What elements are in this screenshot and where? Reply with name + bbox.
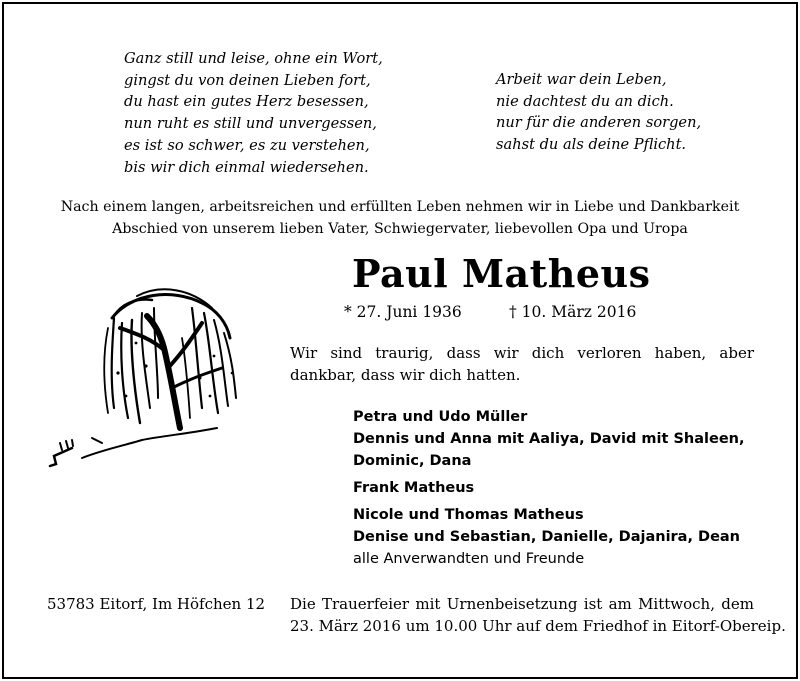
mourner-line: Denise und Sebastian, Danielle, Dajanira, Dean: [353, 529, 741, 545]
funeral-info: [290, 593, 786, 637]
poem-line: Ganz still und leise, ohne ein Wort,: [124, 50, 383, 67]
poem-line: gingst du von deinen Lieben fort,: [124, 71, 371, 89]
mourner-line: Nicole und Thomas Matheus: [353, 507, 584, 523]
funeral-line: 23. März 2016 um 10.00 Uhr auf dem Friedhof in Eitorf-Obereip.: [290, 617, 786, 635]
poem-right: [496, 69, 701, 156]
birth-date: * 27. Juni 1936: [344, 303, 462, 321]
intro-line: Abschied von unserem lieben Vater, Schwiegervater, liebevollen Opa und Uropa: [112, 221, 688, 237]
poem-line: du hast ein gutes Herz besessen,: [124, 93, 369, 111]
intro-line: Nach einem langen, arbeitsreichen und erfüllten Leben nehmen wir in Liebe und Dankbarkeit: [60, 199, 740, 215]
mourner-line: Dennis und Anna mit Aaliya, David mit Shaleen,: [353, 431, 745, 447]
poem-line: es ist so schwer, es zu verstehen,: [124, 136, 370, 154]
mourner-line: Frank Matheus: [353, 480, 475, 496]
condolence-message: Wir sind traurig, dass wir dich verloren haben, aber dankbar, dass wir dich hatten.: [290, 344, 754, 384]
poem-line: nun ruht es still und unvergessen,: [124, 115, 377, 133]
relatives-line: alle Anverwandten und Freunde: [353, 551, 585, 567]
poem-line: nie dachtest du an dich.: [496, 92, 674, 110]
poem-left: [124, 48, 383, 178]
intro-text: [0, 196, 800, 240]
poem-line: nur für die anderen sorgen,: [496, 114, 702, 132]
death-date: † 10. März 2016: [509, 303, 637, 321]
mourner-line: Dominic, Dana: [353, 453, 472, 469]
poem-line: sahst du als deine Pflicht.: [496, 136, 687, 154]
deceased-name: Paul Matheus: [352, 251, 651, 296]
mourner-line: Petra und Udo Müller: [353, 409, 528, 425]
poem-line: bis wir dich einmal wiedersehen.: [124, 158, 369, 176]
poem-line: Arbeit war dein Leben,: [496, 71, 667, 88]
funeral-line: Die Trauerfeier mit Urnenbeisetzung ist am Mittwoch, dem: [290, 595, 754, 613]
mourner-list: [353, 406, 745, 548]
weeping-willow-icon: [42, 278, 252, 473]
address: 53783 Eitorf, Im Höfchen 12: [47, 595, 266, 613]
